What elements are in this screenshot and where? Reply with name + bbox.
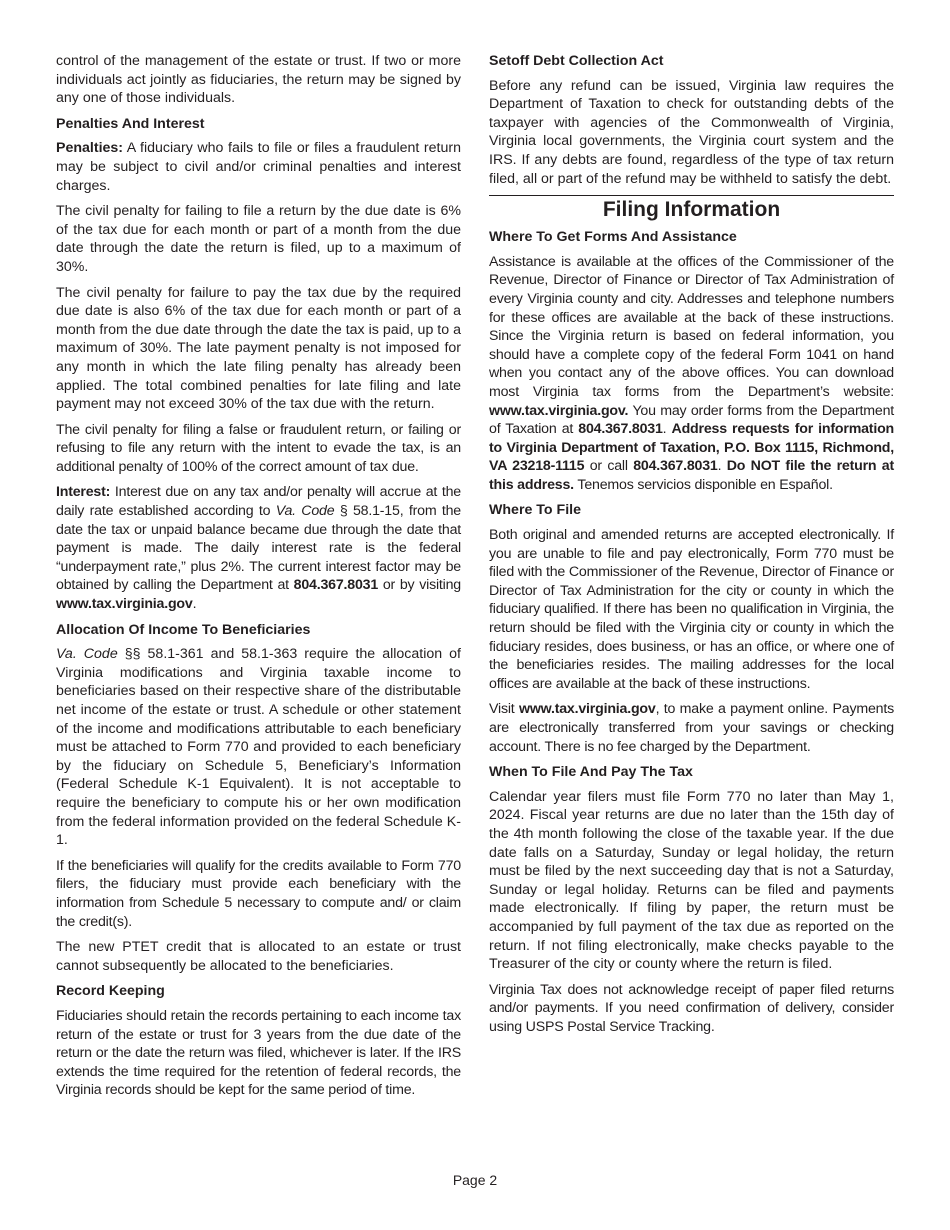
- right-column: [489, 52, 894, 1044]
- civil-penalty-pay-paragraph: The civil penalty for failure to pay the tax due by the required due date is also 6% of the tax due for each month or part of a month from the due date through the date the tax is paid, up to a maximum of 30%. The late payment penalty is not imposed for any month in which the late filing penalty has already been applied. The total combined penalties for late filing and late payment may not exceed 30% of the tax due with the return.: [56, 284, 461, 413]
- interest-label: Interest:: [56, 484, 111, 501]
- interest-url: www.tax.virginia.gov: [56, 596, 193, 613]
- forms-text-d: or call: [584, 458, 634, 475]
- when-to-file-paragraph: Calendar year filers must file Form 770 no later than May 1, 2024. Fiscal year returns are due no later than the 15th day of the 4th month following the close of the taxable year. If the due date falls on a Saturday, Sunday or legal holiday, the return must be filed by the next succeeding day that is not a Saturday, Sunday or legal holiday. Returns can be filed and payments made electronically. If filing by paper, the return must be accompanied by full payment of the tax due as reported on the return. If not filing electronically, make checks payable to the Treasurer of the city or county where the return is filed.: [489, 788, 894, 973]
- forms-address: Address requests for information to Virginia Department of Taxation, P.O. Box 1115, Richmond, VA 23218-1115: [489, 421, 895, 475]
- intro-paragraph: control of the management of the estate or trust. If two or more individuals act jointly as fiduciaries, the return may be signed by any one of those individuals.: [56, 53, 461, 107]
- ptet-paragraph: The new PTET credit that is allocated to an estate or trust cannot subsequently be allocated to the beneficiaries.: [56, 939, 461, 974]
- visit-text-b: , to make a payment online. Payments are electronically transferred from your savings or checking account. There is no fee charged by the Department.: [489, 701, 894, 755]
- forms-assistance-paragraph: [489, 253, 894, 495]
- record-keeping-paragraph: Fiduciaries should retain the records pertaining to each income tax return of the estate or trust for 3 years from the due date of the return or the date the return was filed, whichever is later. If the IRS extends the time required for the retention of federal records, the Virginia records should be kept for the same period of time.: [56, 1007, 461, 1099]
- forms-assistance-heading: Where To Get Forms And Assistance: [489, 229, 737, 246]
- interest-phone: 804.367.8031: [293, 577, 379, 594]
- where-to-file-paragraph: Both original and amended returns are accepted electronically. If you are unable to file and pay electronically, Form 770 must be filed with the Commissioner of the Revenue, Director of Finance or Director of Tax Administration for the city or county in which the fiduciary qualified. If there has been no qualification in Virginia, the return should be filed with the Virginia city or county in which the fiduciary resides, does business, or has an office, or where one of the beneficiaries resides. The mailing addresses for the local offices are available at the back of these instructions.: [489, 527, 894, 692]
- where-to-file-heading: Where To File: [489, 502, 581, 519]
- forms-text-f: Tenemos servicios disponible en Español.: [573, 476, 833, 493]
- left-column: [56, 52, 461, 1107]
- allocation-code: Va. Code: [56, 646, 118, 663]
- allocation-heading: Allocation Of Income To Beneficiaries: [56, 621, 311, 638]
- penalties-paragraph: [56, 139, 461, 195]
- allocation-text: §§ 58.1-361 and 58.1-363 require the allocation of Virginia modifications and Virginia taxable income to beneficiaries based on their respective share of the distributable net income of the estate or trust. A schedule or other statement of the income and modifications attributable to each beneficiary must be attached to Form 770 and provided to each beneficiary by the fiduciary on Schedule 5, Beneficiary’s Information (Federal Schedule K-1 Equivalent). It is not acceptable to require the beneficiary to compute his or her own modification from the federal information provided on the federal Schedule K-1.: [56, 646, 461, 849]
- setoff-heading: Setoff Debt Collection Act: [489, 53, 664, 69]
- forms-text-b: You may order forms from the Department of Taxation at: [489, 402, 894, 438]
- forms-text-a: Assistance is available at the offices of the Commissioner of the Revenue, Director of Finance or Director of Tax Administration of every Virginia county and city. Addresses and telephone numbers for these offices are available at the back of these instructions. Since the Virginia return is based on federal information, you should have a complete copy of the federal Form 1041 on hand when you contact any of the above offices. You can download most Virginia tax forms from the Department’s website:: [489, 253, 894, 400]
- interest-code: Va. Code: [275, 503, 335, 520]
- setoff-paragraph: Before any refund can be issued, Virginia law requires the Department of Taxation to check for outstanding debts of the taxpayer with agencies of the Commonwealth of Virginia, Virginia local governments, the Virginia court system and the IRS. If any debts are found, regardless of the type of tax return filed, all or part of the refund may be withheld to satisfy the debt.: [489, 77, 894, 187]
- acknowledgement-paragraph: Virginia Tax does not acknowledge receipt of paper filed returns and/or payments. If you need confirmation of delivery, consider using USPS Postal Service Tracking.: [489, 981, 894, 1035]
- forms-do-not-file: Do NOT file the return at this address.: [489, 458, 895, 493]
- penalties-text: A fiduciary who fails to file or files a fraudulent return may be subject to civil and/or criminal penalties and interest charges.: [56, 140, 461, 194]
- credits-paragraph: If the beneficiaries will qualify for the credits available to Form 770 filers, the fiduciary must provide each beneficiary with the information from Schedule 5 necessary to compute and/ or claim the credit(s).: [56, 857, 461, 930]
- filing-information-title: Filing Information: [489, 195, 894, 223]
- visit-paragraph: [489, 700, 894, 756]
- forms-text-e: .: [717, 458, 727, 475]
- page-number: Page 2: [452, 1172, 498, 1188]
- record-keeping-heading: Record Keeping: [56, 983, 165, 1000]
- forms-text-c: .: [662, 421, 672, 438]
- civil-penalty-file-paragraph: The civil penalty for failing to file a return by the due date is 6% of the tax due for each month or part of a month from the due date through the date the return is filed, up to a maximum of 30%.: [56, 203, 461, 275]
- penalties-label: Penalties:: [56, 140, 124, 157]
- allocation-paragraph: [56, 645, 461, 850]
- civil-penalty-fraud-paragraph: The civil penalty for filing a false or fraudulent return, or failing or refusing to file any return with the intent to evade the tax, is an additional penalty of 100% of the correct amount of tax due.: [56, 421, 461, 475]
- visit-text-a: Visit: [489, 701, 519, 718]
- penalties-heading: Penalties And Interest: [56, 115, 205, 132]
- forms-phone-2: 804.367.8031: [633, 458, 718, 475]
- when-to-file-heading: When To File And Pay The Tax: [489, 764, 693, 781]
- forms-phone-1: 804.367.8031: [578, 421, 663, 438]
- interest-text-d: .: [192, 596, 197, 613]
- forms-url: www.tax.virginia.gov.: [489, 402, 629, 419]
- interest-paragraph: [56, 483, 461, 613]
- interest-text-a: Interest due on any tax and/or penalty will accrue at the daily rate established according to: [56, 484, 461, 520]
- visit-url: www.tax.virginia.gov: [519, 701, 656, 718]
- interest-text-c: or by visiting: [378, 577, 461, 594]
- interest-text-b: § 58.1-15, from the date the tax or unpaid balance became due through the date that payment is made. The daily interest rate is the federal “underpayment rate,” plus 2%. The current interest factor may be obtained by calling the Department at: [56, 503, 461, 594]
